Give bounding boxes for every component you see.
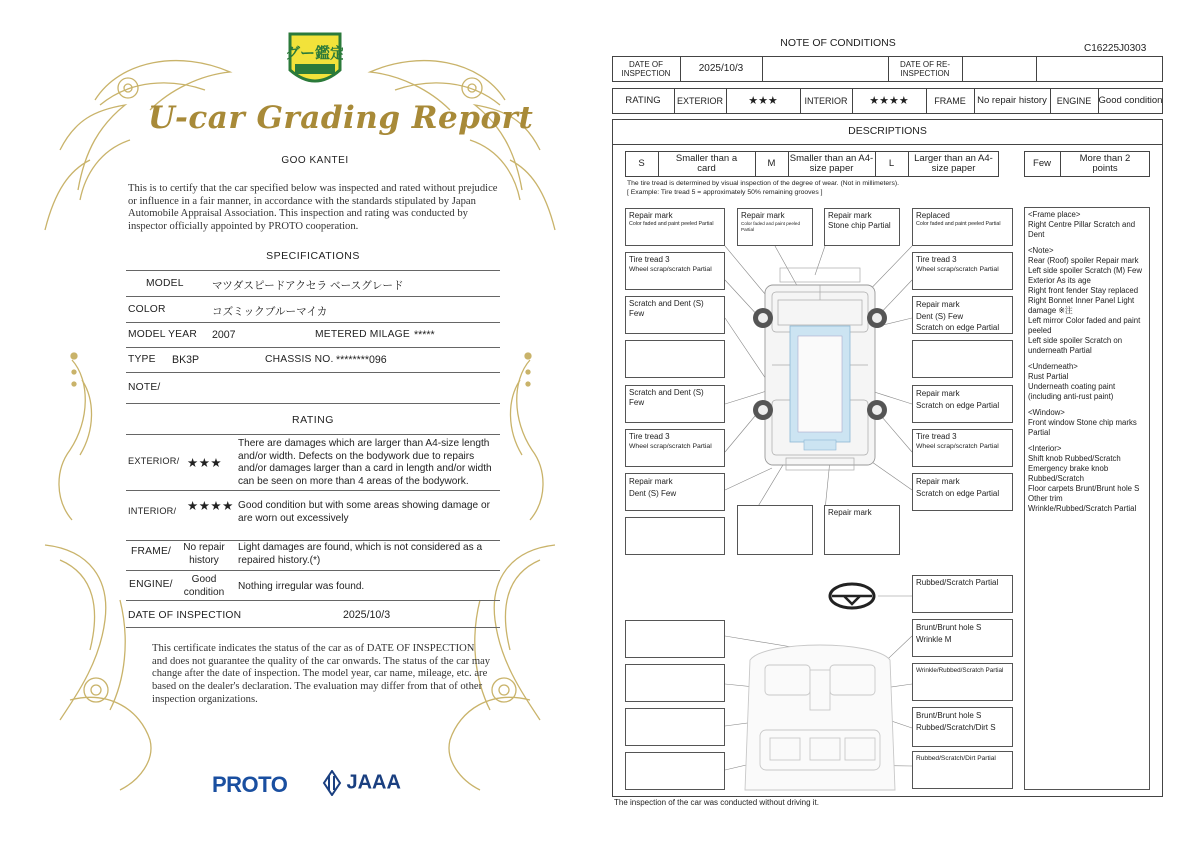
sheet-code: C16225J0303: [1084, 43, 1147, 54]
diagram-box: [912, 473, 1013, 511]
box-title: Rubbed/Scratch Partial: [916, 578, 999, 587]
steering-wheel-icon: [830, 584, 874, 608]
frame-label: FRAME/: [131, 546, 172, 557]
specifications-heading: SPECIFICATIONS: [266, 250, 360, 262]
intro-text: This is to certify that the car specified below was inspected and rated without prejudice or influence in a fair manner, in accordance with the standards stipulated by Japan Automobile Appraisal Association. This inspection and rating was conducted by inspector officially appointed by PROTO cooperation.: [128, 183, 498, 232]
frame-label: FRAME: [934, 95, 966, 106]
box-detail: Color faded and paint peeled Partial: [916, 221, 1001, 227]
box-title: Tire tread 3: [629, 432, 670, 441]
interior-label: INTERIOR/: [128, 506, 177, 516]
note-line: Left side spoiler Scratch on underneath Partial: [1028, 336, 1123, 355]
box-detail: Color faded and paint peeled Partial: [629, 221, 714, 227]
box-detail: Wheel scrap/scratch Partial: [629, 443, 712, 450]
legend-l-text: Larger than an A4-size paper: [914, 152, 993, 174]
model-value: マツダスピードアクセラ ベースグレード: [212, 280, 404, 292]
box-detail: Scratch on edge Partial: [916, 400, 1000, 410]
model-label: MODEL: [146, 278, 184, 289]
note-line: Right Centre Pillar Scratch and Dent: [1028, 220, 1136, 239]
proto-logo-text: PROTO: [212, 772, 288, 797]
engine-value: Good condition: [183, 574, 225, 598]
jaaa-logo: [322, 770, 401, 796]
box-detail: Wheel scrap/scratch Partial: [629, 266, 712, 273]
note-of-conditions-sheet: [600, 0, 1200, 848]
date-of-inspection-label: DATE OF INSPECTION: [621, 60, 671, 78]
descriptions-heading: DESCRIPTIONS: [848, 125, 927, 138]
diagram-box: [912, 208, 1013, 246]
note-line: Left side spoiler Scratch (M) Few: [1028, 266, 1142, 275]
proto-logo: [212, 772, 287, 798]
box-detail: Wrinkle M: [916, 635, 952, 644]
model-year-label: MODEL YEAR: [128, 329, 197, 340]
model-year-value: 2007: [212, 329, 236, 341]
box-title: Scratch and Dent (S) Few: [629, 299, 704, 318]
note-line: Floor carpets Brunt/Brunt hole S: [1028, 484, 1140, 493]
diagram-box: [625, 296, 725, 334]
box-title: Repair mark: [828, 508, 872, 517]
diagram-box: [824, 505, 900, 555]
rating-heading: RATING: [292, 414, 334, 426]
note-line: <Underneath>: [1028, 362, 1078, 371]
certificate-footer: This certificate indicates the status of the car as of DATE OF INSPECTION and does not guarantee the quality of the car onwards. The status of the car may change after the date of inspection. The model year, car name, mileage, etc. are based on the dealer's declaration. The evaluation may differ from that of other inspection organizations.: [152, 643, 491, 705]
frame-value: No repair history: [183, 542, 225, 566]
divider: [126, 627, 500, 628]
interior-box: [912, 575, 1013, 613]
diagram-box-empty: [737, 505, 813, 555]
box-title: Repair mark: [916, 300, 960, 309]
type-label: TYPE: [128, 354, 156, 365]
diagram-box: [625, 429, 725, 467]
diagram-box: [625, 208, 725, 246]
box-detail: Stone chip Partial: [828, 221, 891, 230]
date-of-inspection-label: DATE OF INSPECTION: [128, 610, 242, 621]
box-title: Tire tread 3: [916, 432, 957, 441]
interior-box-empty: [625, 620, 725, 658]
legend-m-text: Smaller than an A4-size paper: [789, 152, 874, 174]
date-of-inspection-value: 2025/10/3: [343, 609, 391, 621]
goo-kantei-badge: [287, 30, 343, 92]
chassis-value: ********096: [336, 354, 387, 366]
sheet-footer: The inspection of the car was conducted without driving it.: [614, 798, 819, 807]
note-line: Left mirror Color faded and paint peeled: [1028, 316, 1141, 335]
interior-label: INTERIOR: [804, 95, 848, 106]
interior-box: [912, 619, 1013, 657]
box-title: Tire tread 3: [629, 255, 670, 264]
diagram-box-empty: [912, 340, 1013, 378]
divider: [126, 600, 500, 601]
exterior-label: EXTERIOR: [676, 95, 723, 106]
box-title: Tire tread 3: [916, 255, 957, 264]
note-line: <Interior>: [1028, 444, 1062, 453]
legend-l: L: [888, 157, 895, 169]
box-title: Repair mark: [741, 211, 785, 220]
tire-note: The tire tread is determined by visual inspection of the degree of wear. (Not in millimeters).: [627, 180, 899, 187]
legend-s-text: Smaller than a card: [675, 152, 738, 174]
engine-label: ENGINE: [1056, 95, 1092, 106]
note-line: Underneath coating paint (including anti-rust paint): [1028, 382, 1116, 401]
box-title: Wrinkle/Rubbed/Scratch Partial: [916, 667, 1004, 674]
legend-s: S: [638, 157, 645, 169]
diagram-box: [912, 385, 1013, 423]
diagram-box-empty: [625, 517, 725, 555]
color-value: コズミックブルーマイカ: [212, 306, 328, 318]
divider: [126, 347, 500, 348]
mileage-label: METERED MILAGE: [315, 329, 410, 340]
diagram-box: [912, 252, 1013, 290]
date-of-inspection-value: 2025/10/3: [698, 62, 744, 74]
divider: [126, 570, 500, 571]
exterior-stars: ★★★: [187, 456, 223, 470]
re-inspection-label: DATE OF RE-INSPECTION: [899, 60, 951, 78]
note-label: NOTE/: [128, 382, 161, 393]
box-detail: Dent (S) Few: [629, 489, 677, 498]
box-title: Repair mark: [916, 389, 960, 398]
interior-description: Good condition but with some areas showing damage or are worn out excessively: [238, 500, 490, 524]
note-line: Emergency brake knob Rubbed/Scratch: [1028, 464, 1109, 483]
interior-box: [912, 707, 1013, 747]
notes-list: [1028, 210, 1146, 514]
color-label: COLOR: [128, 304, 166, 315]
report-subtitle: GOO KANTEI: [281, 155, 349, 166]
interior-box-empty: [625, 752, 725, 790]
legend-few-text: More than 2 points: [1079, 152, 1131, 174]
note-line: <Note>: [1028, 246, 1054, 255]
interior-stars: ★★★★: [869, 94, 909, 107]
rating-label: RATING: [625, 94, 661, 106]
diagram-box: [912, 296, 1013, 334]
box-title: Repair mark: [916, 477, 960, 486]
jaaa-logo-text: JAAA: [346, 771, 401, 794]
type-value: BK3P: [172, 354, 200, 366]
diagram-box: [625, 385, 725, 423]
report-title: U-car Grading Report: [148, 100, 534, 136]
diagram-box-empty: [625, 340, 725, 378]
box-title: Rubbed/Scratch/Dirt Partial: [916, 755, 996, 762]
note-line: Exterior As its age: [1028, 276, 1091, 285]
diagram-box: [912, 429, 1013, 467]
exterior-label: EXTERIOR/: [128, 456, 180, 466]
divider: [126, 322, 500, 323]
diagram-box: [625, 252, 725, 290]
divider: [126, 434, 500, 435]
jaaa-emblem-icon: [322, 770, 342, 796]
divider: [126, 296, 500, 297]
divider: [126, 403, 500, 404]
box-detail: Wheel scrap/scratch Partial: [916, 443, 999, 450]
engine-label: ENGINE/: [129, 579, 173, 590]
note-line: <Window>: [1028, 408, 1065, 417]
note-line: Other trim Wrinkle/Rubbed/Scratch Partial: [1028, 494, 1137, 513]
diagram-box: [737, 208, 813, 246]
mileage-value: *****: [414, 329, 435, 341]
box-detail: Scratch on edge Partial: [916, 489, 1000, 498]
divider: [126, 270, 500, 271]
box-title: Repair mark: [828, 211, 872, 220]
diagram-box: [824, 208, 900, 246]
sheet-title: NOTE OF CONDITIONS: [780, 37, 896, 49]
legend-m: M: [767, 157, 776, 169]
engine-value: Good condition: [1098, 94, 1163, 106]
box-detail: Dent (S) Few: [916, 311, 964, 321]
box-title: Replaced: [916, 211, 950, 220]
interior-stars: ★★★★: [187, 499, 234, 513]
box-title: Repair mark: [629, 211, 673, 220]
box-detail: Wheel scrap/scratch Partial: [916, 266, 999, 273]
exterior-description: There are damages which are larger than A4-size length and/or width. Defects on the bodywork due to repairs and/or damages larger than a card in length and/or width can be seen on more than 4 areas of the bodywork.: [238, 438, 492, 487]
box-detail: Color faded and paint peeled Partial: [741, 221, 800, 232]
interior-box: [912, 663, 1013, 701]
box-detail: Rubbed/Scratch/Dirt S: [916, 723, 996, 732]
box-detail: Scratch on edge Partial: [916, 323, 1000, 332]
note-line: Front window Stone chip marks Partial: [1028, 418, 1137, 437]
note-line: Right Bonnet Inner Panel Light damage ※注: [1028, 296, 1135, 315]
frame-value: No repair history: [977, 94, 1047, 106]
note-line: <Frame place>: [1028, 210, 1081, 219]
tire-note-example: [ Example: Tire tread 5 = approximately 50% remaining grooves ]: [627, 189, 823, 196]
note-line: Shift knob Rubbed/Scratch: [1028, 454, 1121, 463]
frame-description: Light damages are found, which is not considered as a repaired history.(*): [238, 542, 483, 566]
box-title: Brunt/Brunt hole S: [916, 623, 982, 632]
badge-text: グー鑑定: [287, 44, 343, 62]
note-line: Rust Partial: [1028, 372, 1069, 381]
note-line: Right front fender Stay replaced: [1028, 286, 1139, 295]
diagram-box: [625, 473, 725, 511]
divider: [126, 490, 500, 491]
chassis-label: CHASSIS NO.: [265, 354, 334, 365]
box-title: Scratch and Dent (S) Few: [629, 388, 704, 407]
legend-few: Few: [1033, 157, 1051, 169]
exterior-stars: ★★★: [748, 94, 778, 107]
note-line: Rear (Roof) spoiler Repair mark: [1028, 256, 1139, 265]
interior-box: [912, 751, 1013, 789]
divider: [126, 540, 500, 541]
interior-box-empty: [625, 708, 725, 746]
box-title: Repair mark: [629, 477, 673, 486]
divider: [126, 372, 500, 373]
interior-box-empty: [625, 664, 725, 702]
box-title: Brunt/Brunt hole S: [916, 711, 982, 720]
engine-description: Nothing irregular was found.: [238, 581, 365, 592]
